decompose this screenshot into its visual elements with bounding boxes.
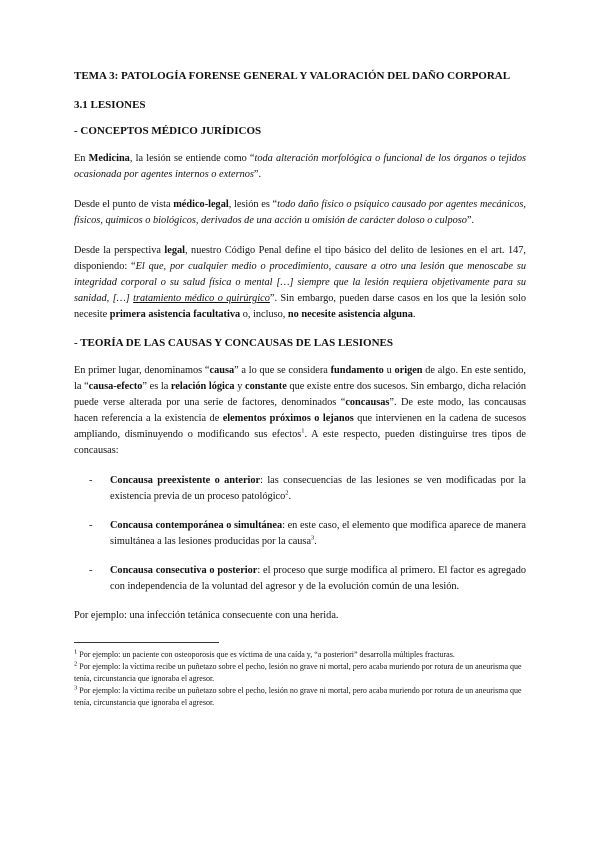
paragraph-causas: En primer lugar, denominamos “causa” a lo que se considera fundamento u origen de algo. En este sentido, la “causa-efecto” es la relación lógica y constante que existe entre dos sucesos. Sin embargo, dicha relación puede verse alterada por una serie de factores, denominados “concausas”. De este modo, las concausas hacen referencia a la existencia de elementos próximos o lejanos que intervienen en la cadena de sucesos ampliando, disminuyendo o modificando sus efectos$^1$. A este respecto, pueden distinguirse tres tipos de concausas: [74,365,527,456]
footnote-ref[interactable]: 2 [285,489,289,497]
section-heading: 3.1 LESIONES [74,99,146,111]
paragraph-legal: Desde la perspectiva legal, nuestro Código Penal define el tipo básico del delito de lesiones en el art. 147, disponiendo: “El que, por cualquier medio o procedimiento, causare a otro una lesión que menoscabe su integridad corporal o su salud física o mental […] siempre que la lesión requiera objetivamente para su sanidad, […] tratamiento médico o quirúrgico”. Sin embargo, pueden darse casos en los que la lesión solo necesite primera asistencia facultativa o, incluso, no necesite asistencia alguna. [74,245,527,320]
paragraph-ejemplo: Por ejemplo: una infección tetánica consecuente con una herida. [74,610,339,621]
subheading-causas: - TEORÍA DE LAS CAUSAS Y CONCAUSAS DE LAS LESIONES [74,337,393,349]
concausas-list [74,473,526,595]
footnote: $^1$ Por ejemplo: un paciente con osteoporosis que es víctima de una caída y, “a posteriori” desarrolla múltiples fracturas. [74,648,455,659]
list-item: - Concausa consecutiva o posterior: el proceso que surge modifica al primero. El factor es agregado con independencia de la voluntad del agresor y de la evolución común de una lesión. [89,565,527,592]
list-item: - Concausa contemporánea o simultánea: en este caso, el elemento que modifica aparece de manera simultánea a las lesiones producidas por la causa$^3$. [89,520,526,547]
footnote-ref[interactable]: 1 [301,427,305,435]
paragraph-medicina: En Medicina, la lesión se entiende como “toda alteración morfológica o funcional de los órganos o tejidos ocasionada por agentes internos o externos”. [74,153,526,180]
list-item: - Concausa preexistente o anterior: las consecuencias de las lesiones se ven modificadas por la existencia previa de un proceso patológico$^2$. [89,475,526,502]
footnote: $^2$ Por ejemplo: la víctima recibe un puñetazo sobre el pecho, lesión no grave ni mortal, pero acaba muriendo por rotura de un aneurisma que tenía, circunstancia que ignoraba el agresor. [74,660,522,683]
document-title: TEMA 3: PATOLOGÍA FORENSE GENERAL Y VALORACIÓN DEL DAÑO CORPORAL [74,70,511,82]
footnote: $^3$ Por ejemplo: la víctima recibe un puñetazo sobre el pecho, lesión no grave ni mortal, pero acaba muriendo por rotura de un aneurisma que tenía, circunstancia que ignoraba el agresor. [74,684,522,707]
paragraph-medico-legal: Desde el punto de vista médico-legal, lesión es “todo daño físico o psíquico causado por agentes mecánicos, físicos, químicos o biológicos, derivados de una acción u omisión de carácter doloso o culposo”. [74,199,526,226]
footnote-divider [74,642,219,643]
footnote-ref[interactable]: 3 [311,534,315,542]
subheading-conceptos: - CONCEPTOS MÉDICO JURÍDICOS [74,125,262,137]
